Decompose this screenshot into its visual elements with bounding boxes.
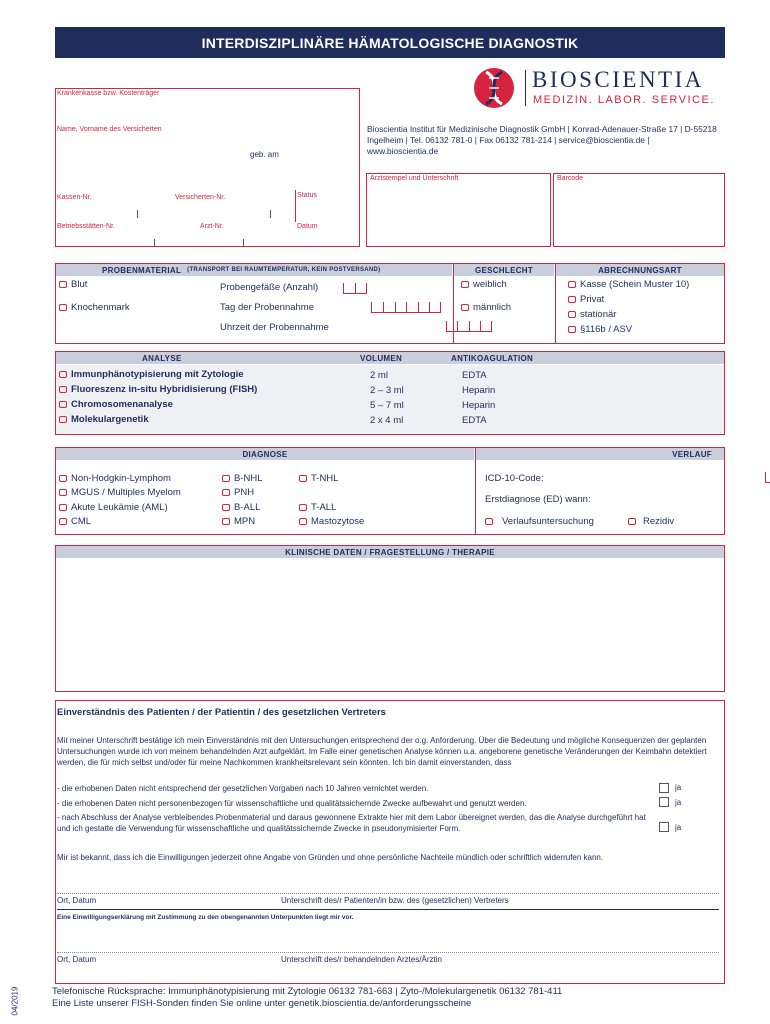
consent-item-3: - nach Abschluss der Analyse verbleibendes Probenmaterial und daraus gewonnene Extrakte hier mit dem Labor übereignet werden, das die Analyse durchgeführt hat und ich gestatte die Verwendung für wissenschaftliche und qualitätssichernde Zwecke in pseudonymisierter Form. xyxy=(57,813,646,833)
diag-mgus[interactable] xyxy=(59,487,181,498)
sig-patient-label: Unterschrift des/r Patienten/in bzw. des (gesetzlichen) Vertreters xyxy=(281,896,509,905)
diagnose-header xyxy=(56,448,474,460)
consent-item-2-block xyxy=(57,798,647,809)
diag-mastozytose-label: Mastozytose xyxy=(311,516,365,527)
knochenmark-checkbox[interactable] xyxy=(59,304,67,311)
analyse-2-checkbox[interactable] xyxy=(59,386,67,393)
diag-ball[interactable] xyxy=(222,502,260,513)
consent-ja-2-checkbox[interactable] xyxy=(659,797,669,807)
verlauf-title: VERLAUF xyxy=(672,449,712,459)
analyse-3-volume: 5 – 7 ml xyxy=(370,400,404,411)
diag-mgus-checkbox[interactable] xyxy=(59,489,67,496)
antikoag-title: ANTIKOAGULATION xyxy=(451,353,534,363)
arztstempel-label: Arztstempel und Unterschrift xyxy=(370,175,459,182)
uhrzeit-probennahme-label: Uhrzeit der Probennahme xyxy=(220,322,329,333)
consent-item-3-block xyxy=(57,812,647,834)
signature-line-1[interactable] xyxy=(57,893,719,894)
privat-checkbox[interactable] xyxy=(568,296,576,303)
volumen-title: VOLUMEN xyxy=(360,353,403,363)
geschlecht-header xyxy=(454,264,554,276)
kasse-checkbox[interactable] xyxy=(568,281,576,288)
diag-pnh[interactable] xyxy=(222,487,254,498)
analyse-1-anticoag: EDTA xyxy=(462,370,487,381)
datum-tick-2 xyxy=(243,239,244,247)
diag-aml-label: Akute Leukämie (AML) xyxy=(71,502,168,513)
geschlecht-title: GESCHLECHT xyxy=(474,265,534,275)
geschlecht-maennlich[interactable] xyxy=(461,302,511,313)
page-title: INTERDISZIPLINÄRE HÄMATOLOGISCHE DIAGNOSTIK xyxy=(201,34,579,51)
klinisch-box[interactable] xyxy=(55,545,725,692)
diag-bnhl-checkbox[interactable] xyxy=(222,475,230,482)
blut-checkbox[interactable] xyxy=(59,281,67,288)
klinisch-title: KLINISCHE DATEN / FRAGESTELLUNG / THERAPIE xyxy=(285,547,495,557)
asv-label: §116b / ASV xyxy=(580,324,633,335)
betriebsstaetten-nr-label: Betriebsstätten-Nr. xyxy=(57,223,115,230)
diag-mastozytose-checkbox[interactable] xyxy=(299,518,307,525)
name-label: Name, Vorname des Versicherten xyxy=(57,126,162,133)
blut-label: Blut xyxy=(71,279,88,290)
tag-probennahme-field[interactable] xyxy=(371,303,441,313)
consent-ja-1: ja xyxy=(675,783,682,792)
diag-nhl-label: Non-Hodgkin-Lymphom xyxy=(71,473,171,484)
knochenmark-label: Knochenmark xyxy=(71,302,130,313)
diag-mpn-label: MPN xyxy=(234,516,256,527)
probenmaterial-title: PROBENMATERIAL xyxy=(102,265,182,275)
barcode-box[interactable] xyxy=(553,173,725,247)
klinisch-header xyxy=(56,546,724,558)
analyse-1-checkbox[interactable] xyxy=(59,371,67,378)
uhrzeit-probennahme-field[interactable] xyxy=(446,322,492,332)
arzt-nr-label: Arzt-Nr. xyxy=(200,223,224,230)
analyse-4-name: Molekulargenetik xyxy=(71,414,149,425)
asv-checkbox[interactable] xyxy=(568,326,576,333)
analyse-title: ANALYSE xyxy=(142,353,182,363)
consent-ja-2: ja xyxy=(675,798,682,807)
diag-tall[interactable] xyxy=(299,502,336,513)
analyse-4-volume: 2 x 4 ml xyxy=(370,415,404,426)
probenmaterial-header xyxy=(56,264,452,276)
consent-note: Eine Einwilligungserklärung mit Zustimmung zu den obengenannten Unterpunkten liegt mir vor. xyxy=(57,914,354,921)
consent-item-1-block xyxy=(57,783,647,794)
insurer-label: Krankenkasse bzw. Kostenträger xyxy=(57,90,160,97)
abrechnung-header xyxy=(556,264,724,276)
diag-mpn-checkbox[interactable] xyxy=(222,518,230,525)
versicherten-nr-label: Versicherten-Nr. xyxy=(175,194,226,201)
diag-bnhl-label: B-NHL xyxy=(234,473,263,484)
diagnose-title: DIAGNOSE xyxy=(242,449,288,459)
diag-ball-label: B-ALL xyxy=(234,502,261,513)
consent-revocation: Mir ist bekannt, dass ich die Einwilligungen jederzeit ohne Angabe von Gründen und ohne persönliche Nachteile mündlich oder schriftlich widerrufen kann. xyxy=(57,853,604,862)
ed-label: Erstdiagnose (ED) wann: xyxy=(485,494,591,505)
consent-intro: Mit meiner Unterschrift bestätige ich mein Einverständnis mit den Untersuchungen entsprechend der o.g. Anforderung. Über die Bedeutung und mögliche Konsequenzen der geplanten Untersuchungen wurde ich von meinem behandelnden Arzt aufgeklärt. Im Falle einer genetischen Analyse können u.a. angeborene genetische Veränderungen der Keimbahn detektiert werden, die für mich selbst und/oder für meine Nachkommen krankheitsrelevant sein könnten. Ich bin damit einverstanden, dass xyxy=(57,736,707,767)
kassen-nr-label: Kassen-Nr. xyxy=(57,194,92,201)
logo-name: BIOSCIENTIA xyxy=(532,67,704,92)
logo xyxy=(472,66,728,110)
analyse-2-volume: 2 – 3 ml xyxy=(370,385,404,396)
datum-label: Datum xyxy=(297,223,318,230)
ort-datum-1: Ort, Datum xyxy=(57,896,97,905)
verlauf-untersuchung[interactable] xyxy=(485,516,594,527)
diag-mpn[interactable] xyxy=(222,516,255,527)
status-label: Status xyxy=(297,192,317,199)
diag-ball-checkbox[interactable] xyxy=(222,504,230,511)
abrechnung-title: ABRECHNUNGSART xyxy=(598,265,682,275)
weiblich-checkbox[interactable] xyxy=(461,281,469,288)
arztstempel-box[interactable] xyxy=(366,173,551,247)
consent-separator xyxy=(57,909,719,910)
consent-ja-3: ja xyxy=(675,823,682,832)
diag-tall-checkbox[interactable] xyxy=(299,504,307,511)
rezidiv-label: Rezidiv xyxy=(643,516,675,527)
diag-tall-label: T-ALL xyxy=(311,502,337,513)
datum-tick-1 xyxy=(154,239,155,247)
verlauf-rezidiv[interactable] xyxy=(628,516,674,527)
abrechnung-asv[interactable] xyxy=(568,324,632,335)
logo-tagline: MEDIZIN. LABOR. SERVICE. xyxy=(533,94,715,106)
privat-label: Privat xyxy=(580,294,605,305)
diag-tnhl-checkbox[interactable] xyxy=(299,475,307,482)
analyse-1-name: Immunphänotypisierung mit Zytologie xyxy=(71,369,244,380)
analyse-3-name: Chromosomenanalyse xyxy=(71,399,173,410)
stationaer-checkbox[interactable] xyxy=(568,311,576,318)
consent-title: Einverständnis des Patienten / der Patientin / des gesetzlichen Vertreters xyxy=(57,707,386,718)
analyse-3-checkbox[interactable] xyxy=(59,401,67,408)
status-tick-2 xyxy=(270,210,271,218)
diag-nhl[interactable] xyxy=(59,473,171,484)
probenmaterial-blut[interactable] xyxy=(59,279,87,290)
verlaufsuntersuchung-checkbox[interactable] xyxy=(485,518,493,525)
analyse-row-4[interactable] xyxy=(59,414,149,425)
analyse-header xyxy=(56,352,724,364)
analyse-2-anticoag: Heparin xyxy=(462,385,496,396)
analyse-row-1[interactable] xyxy=(59,369,244,380)
diag-cml-label: CML xyxy=(71,516,92,527)
diag-pnh-checkbox[interactable] xyxy=(222,489,230,496)
abrechnung-kasse[interactable] xyxy=(568,279,689,290)
rezidiv-checkbox[interactable] xyxy=(628,518,636,525)
status-divider xyxy=(295,190,296,222)
analyse-3-anticoag: Heparin xyxy=(462,400,496,411)
logo-divider xyxy=(525,70,526,106)
lab-address: Bioscientia Institut für Medizinische Diagnostik GmbH | Konrad-Adenauer-Straße 17 | D-55218 Ingelheim | Tel. 06132 781-0 | Fax 06132 781-214 | service@bioscientia.de | www.bioscientia.de xyxy=(367,124,717,156)
sig-arzt-label: Unterschrift des/r behandelnden Arztes/Ärztin xyxy=(281,955,442,964)
diag-aml-checkbox[interactable] xyxy=(59,504,67,511)
maennlich-checkbox[interactable] xyxy=(461,304,469,311)
abrechnung-stationaer[interactable] xyxy=(568,309,616,320)
diag-tnhl-label: T-NHL xyxy=(311,473,339,484)
analyse-2-name: Fluoreszenz in-situ Hybridisierung (FISH) xyxy=(71,384,258,395)
diag-aml[interactable] xyxy=(59,502,168,513)
geschlecht-weiblich[interactable] xyxy=(461,279,507,290)
diag-pnh-label: PNH xyxy=(234,487,255,498)
probengefaesse-label: Probengefäße (Anzahl) xyxy=(220,282,319,293)
vdivider-2 xyxy=(555,264,556,343)
title-bar xyxy=(55,27,725,58)
signature-line-2[interactable] xyxy=(57,952,719,953)
diag-cml-checkbox[interactable] xyxy=(59,518,67,525)
probenmaterial-note: (TRANSPORT BEI RAUMTEMPERATUR, KEIN POSTVERSAND) xyxy=(187,267,381,273)
verlauf-header xyxy=(476,448,724,460)
ort-datum-2: Ort, Datum xyxy=(57,955,97,964)
icd-label: ICD-10-Code: xyxy=(485,473,544,484)
analyse-4-checkbox[interactable] xyxy=(59,416,67,423)
version-label: 04/2019 xyxy=(10,986,20,1016)
consent-intro-block xyxy=(57,735,717,768)
bioscientia-logo-icon xyxy=(472,66,516,110)
status-tick-1 xyxy=(137,210,138,218)
probengefaesse-field[interactable] xyxy=(343,284,367,294)
diag-tnhl[interactable] xyxy=(299,473,338,484)
footer-line-2: Eine Liste unserer FISH-Sonden finden Sie online unter genetik.bioscientia.de/anforderungsscheine xyxy=(52,998,472,1009)
stationaer-label: stationär xyxy=(580,309,617,320)
diag-mastozytose[interactable] xyxy=(299,516,364,527)
tag-probennahme-label: Tag der Probennahme xyxy=(220,302,315,313)
probenmaterial-knochenmark[interactable] xyxy=(59,302,130,313)
icd-field[interactable] xyxy=(765,473,770,483)
footer-line-1: Telefonische Rücksprache: Immunphänotypisierung mit Zytologie 06132 781-663 | Zyto-/Molekulargenetik 06132 781-411 xyxy=(52,986,563,997)
analyse-4-anticoag: EDTA xyxy=(462,415,487,426)
barcode-label: Barcode xyxy=(557,175,584,182)
consent-revocation-block xyxy=(57,852,717,863)
vdivider-3 xyxy=(475,448,476,534)
maennlich-label: männlich xyxy=(473,302,512,313)
diag-cml[interactable] xyxy=(59,516,91,527)
weiblich-label: weiblich xyxy=(473,279,507,290)
consent-ja-1-checkbox[interactable] xyxy=(659,783,669,793)
consent-item-2: - die erhobenen Daten nicht personenbezogen für wissenschaftliche und qualitätssichernde Zwecke aufbewahrt und genutzt werden. xyxy=(57,799,527,808)
verlaufsuntersuchung-label: Verlaufsuntersuchung xyxy=(502,516,594,527)
diag-mgus-label: MGUS / Multiples Myelom xyxy=(71,487,181,498)
consent-ja-3-checkbox[interactable] xyxy=(659,822,669,832)
diag-bnhl[interactable] xyxy=(222,473,263,484)
kasse-label: Kasse (Schein Muster 10) xyxy=(580,279,690,290)
diag-nhl-checkbox[interactable] xyxy=(59,475,67,482)
consent-item-1: - die erhobenen Daten nicht entsprechend der gesetzlichen Vorgaben nach 10 Jahren vernichtet werden. xyxy=(57,784,429,793)
analyse-row-3[interactable] xyxy=(59,399,173,410)
analyse-1-volume: 2 ml xyxy=(370,370,388,381)
born-label: geb. am xyxy=(250,150,279,159)
analyse-row-2[interactable] xyxy=(59,384,257,395)
abrechnung-privat[interactable] xyxy=(568,294,604,305)
